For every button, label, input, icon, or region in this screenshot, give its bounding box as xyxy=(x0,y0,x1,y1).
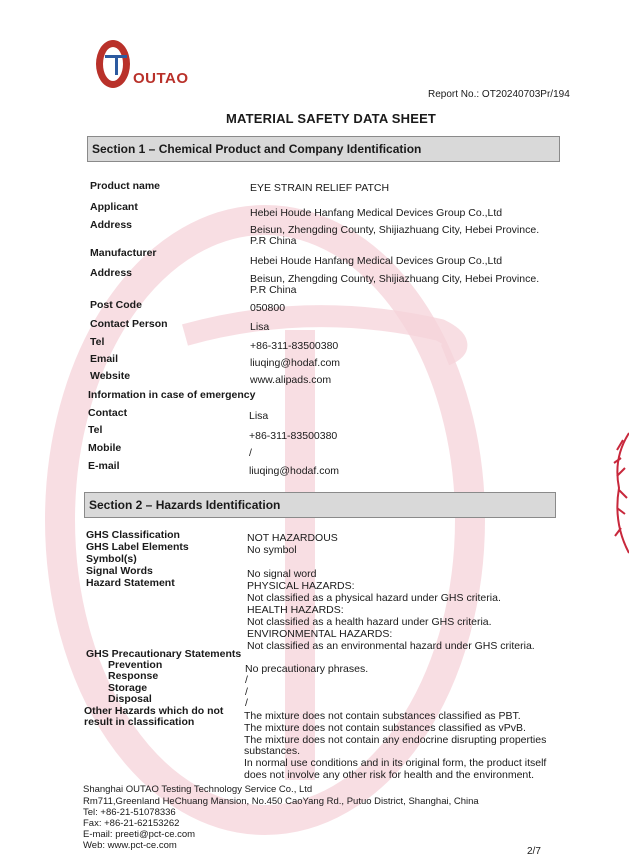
prevention-label: Prevention xyxy=(108,659,163,671)
product-name-value: EYE STRAIN RELIEF PATCH xyxy=(250,182,390,194)
product-name-label: Product name xyxy=(90,180,161,192)
manufacturer-address-line-2: P.R China xyxy=(250,284,297,296)
disposal-label: Disposal xyxy=(108,693,152,705)
hazard-statement-label: Hazard Statement xyxy=(86,577,175,589)
page-number: 2/7 xyxy=(527,846,541,857)
other-hazards-label-line-1: Other Hazards which do not xyxy=(84,705,224,717)
footer-company: Shanghai OUTAO Testing Technology Service Co., Ltd xyxy=(83,784,313,795)
manufacturer-label: Manufacturer xyxy=(90,247,157,259)
emergency-contact-label: Contact xyxy=(88,407,128,419)
hazard-line: HEALTH HAZARDS: xyxy=(247,604,344,616)
emergency-email-value: liuqing@hodaf.com xyxy=(249,465,340,477)
other-hazards-label-line-2: result in classification xyxy=(84,716,195,728)
applicant-value: Hebei Houde Hanfang Medical Devices Group Co.,Ltd xyxy=(250,207,503,219)
other-hazards-line: The mixture does not contain substances classified as PBT. xyxy=(244,710,521,722)
document-title: MATERIAL SAFETY DATA SHEET xyxy=(226,111,437,126)
other-hazards-line: does not involve any other risk for health and the environment. xyxy=(244,769,535,781)
applicant-address-line-2: P.R China xyxy=(250,235,297,247)
email-label: Email xyxy=(90,353,119,365)
manufacturer-value: Hebei Houde Hanfang Medical Devices Group Co.,Ltd xyxy=(250,255,503,267)
disposal-value: / xyxy=(245,697,248,709)
ghs-label-elements-value: No symbol xyxy=(247,544,297,556)
prevention-value: No precautionary phrases. xyxy=(245,663,369,675)
applicant-label: Applicant xyxy=(90,201,138,213)
hazard-line: Not classified as an environmental hazard under GHS criteria. xyxy=(247,640,535,652)
other-hazards-line: The mixture does not contain substances classified as vPvB. xyxy=(244,722,526,734)
ghs-classification-label: GHS Classification xyxy=(86,529,180,541)
manufacturer-address-line-1: Beisun, Zhengding County, Shijiazhuang City, Hebei Province. xyxy=(250,273,540,285)
hazard-line: ENVIRONMENTAL HAZARDS: xyxy=(247,628,393,640)
response-label: Response xyxy=(108,670,159,682)
post-code-value: 050800 xyxy=(250,302,286,314)
hazard-line: Not classified as a physical hazard under GHS criteria. xyxy=(247,592,501,604)
emergency-tel-value: +86-311-83500380 xyxy=(249,430,338,442)
section-2-heading: Section 2 – Hazards Identification xyxy=(84,492,556,518)
company-logo xyxy=(96,40,130,88)
footer-address: Rm711,Greenland HeChuang Mansion, No.450 CaoYang Rd., Putuo District, Shanghai, China xyxy=(83,796,479,807)
post-code-label: Post Code xyxy=(90,299,142,311)
signal-words-value: No signal word xyxy=(247,568,317,580)
website-label: Website xyxy=(90,370,131,382)
tel-label: Tel xyxy=(90,336,105,348)
ghs-label-elements-label: GHS Label Elements xyxy=(86,541,189,553)
footer-tel: Tel: +86-21-51078336 xyxy=(83,807,176,818)
contact-person-label: Contact Person xyxy=(90,318,168,330)
emergency-email-label: E-mail xyxy=(88,460,120,472)
response-value: / xyxy=(245,674,248,686)
seal-stamp xyxy=(611,428,629,558)
other-hazards-line: The mixture does not contain any endocrine disrupting properties xyxy=(244,734,547,746)
section-1-heading: Section 1 – Chemical Product and Company Identification xyxy=(87,136,560,162)
other-hazards-line: substances. xyxy=(244,745,301,757)
emergency-tel-label: Tel xyxy=(88,424,103,436)
logo-text: OUTAO xyxy=(133,70,189,87)
emergency-contact-value: Lisa xyxy=(249,410,269,422)
signal-words-label: Signal Words xyxy=(86,565,153,577)
logo-mark-stem xyxy=(115,55,118,75)
report-number: Report No.: OT20240703Pr/194 xyxy=(428,89,570,100)
tel-value: +86-311-83500380 xyxy=(250,340,339,352)
footer-email: E-mail: preeti@pct-ce.com xyxy=(83,829,196,840)
emergency-info-label: Information in case of emergency xyxy=(88,389,256,401)
hazard-line: Not classified as a health hazard under GHS criteria. xyxy=(247,616,492,628)
applicant-address-line-1: Beisun, Zhengding County, Shijiazhuang City, Hebei Province. xyxy=(250,224,540,236)
website-value: www.alipads.com xyxy=(250,374,332,386)
mobile-label: Mobile xyxy=(88,442,122,454)
storage-value: / xyxy=(245,686,248,698)
storage-label: Storage xyxy=(108,682,148,694)
footer-fax: Fax: +86-21-62153262 xyxy=(83,818,180,829)
contact-person-value: Lisa xyxy=(250,321,270,333)
mobile-value: / xyxy=(249,447,252,459)
email-value: liuqing@hodaf.com xyxy=(250,357,341,369)
ghs-classification-value: NOT HAZARDOUS xyxy=(247,532,338,544)
hazard-line: PHYSICAL HAZARDS: xyxy=(247,580,355,592)
precautionary-statements-label: GHS Precautionary Statements xyxy=(86,648,242,660)
footer-web: Web: www.pct-ce.com xyxy=(83,840,177,851)
applicant-address-label: Address xyxy=(90,219,133,231)
symbols-label: Symbol(s) xyxy=(86,553,137,565)
other-hazards-line: In normal use conditions and in its original form, the product itself xyxy=(244,757,547,769)
manufacturer-address-label: Address xyxy=(90,267,133,279)
